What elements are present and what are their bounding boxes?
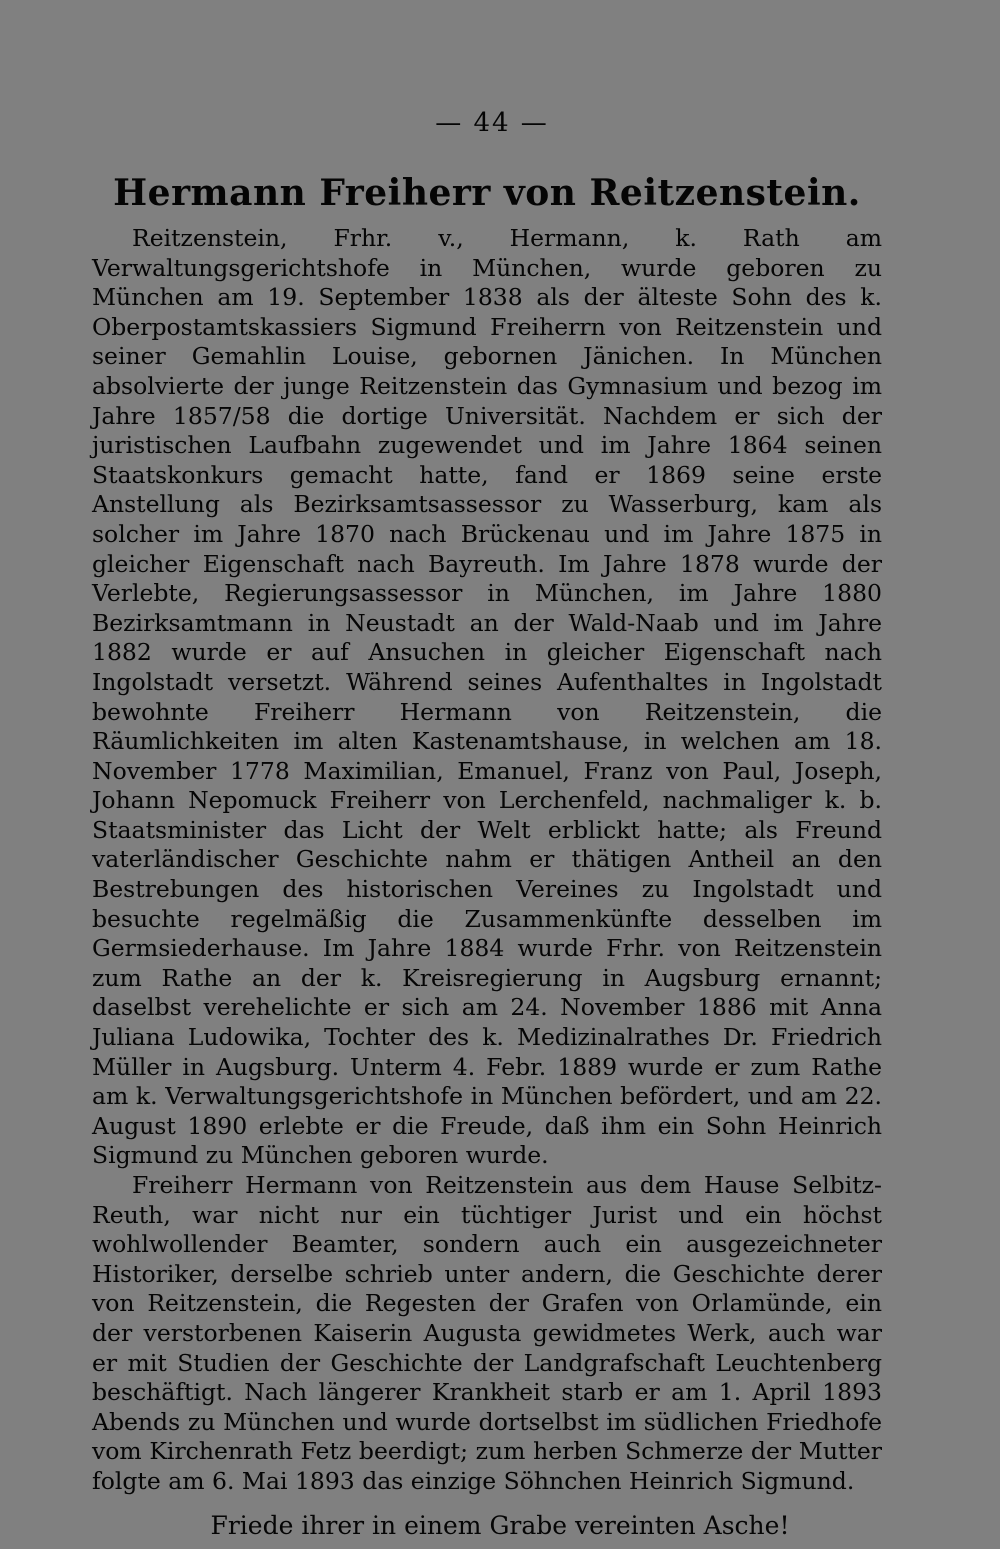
document-page <box>92 108 882 1540</box>
paragraph-legacy: Freiherr Hermann von Reitzenstein aus dem Hause Selbitz-Reuth, war nicht nur ein tüchtiger Jurist und ein höchst wohlwollender Beamter, sondern auch ein ausgezeichneter Historiker, derselbe schrieb unter andern, die Geschichte derer von Reitzenstein, die Regesten der Grafen von Orlamünde, ein der verstorbenen Kaiserin Augusta gewidmetes Werk, auch war er mit Studien der Geschichte der Landgrafschaft Leuchtenberg beschäftigt. Nach längerer Krankheit starb er am 1. April 1893 Abends zu München und wurde dortselbst im südlichen Friedhofe vom Kirchenrath Fetz beerdigt; zum herben Schmerze der Mutter folgte am 6. Mai 1893 das einzige Söhnchen Heinrich Sigmund. <box>92 1171 882 1495</box>
paragraph-biography: Reitzenstein, Frhr. v., Hermann, k. Rath am Verwaltungsgerichtshofe in München, wurde geboren zu München am 19. September 1838 als der älteste Sohn des k. Oberpostamtskassiers Sigmund Freiherrn von Reitzenstein und seiner Gemahlin Louise, gebornen Jänichen. In München absolvierte der junge Reitzenstein das Gymnasium und bezog im Jahre 1857/58 die dortige Universität. Nachdem er sich der juristischen Laufbahn zugewendet und im Jahre 1864 seinen Staatskonkurs gemacht hatte, fand er 1869 seine erste Anstellung als Bezirksamtsassessor zu Wasserburg, kam als solcher im Jahre 1870 nach Brückenau und im Jahre 1875 in gleicher Eigenschaft nach Bayreuth. Im Jahre 1878 wurde der Verlebte, Regierungsassessor in München, im Jahre 1880 Bezirksamtmann in Neustadt an der Wald-Naab und im Jahre 1882 wurde er auf Ansuchen in gleicher Eigenschaft nach Ingolstadt versetzt. Während seines Aufenthaltes in Ingolstadt bewohnte Freiherr Hermann von Reitzenstein, die Räumlichkeiten im alten Kastenamtshause, in welchen am 18. November 1778 Maximilian, Emanuel, Franz von Paul, Joseph, Johann Nepomuck Freiherr von Lerchenfeld, nachmaliger k. b. Staatsminister das Licht der Welt erblickt hatte; als Freund vaterländischer Geschichte nahm er thätigen Antheil an den Bestrebungen des historischen Vereines zu Ingolstadt und besuchte regelmäßig die Zusammenkünfte desselben im Germsiederhause. Im Jahre 1884 wurde Frhr. von Reitzenstein zum Rathe an der k. Kreisregierung in Augsburg ernannt; daselbst verehelichte er sich am 24. November 1886 mit Anna Juliana Ludowika, Tochter des k. Medizinalrathes Dr. Friedrich Müller in Augsburg. Unterm 4. Febr. 1889 wurde er zum Rathe am k. Verwaltungsgerichtshofe in München befördert, und am 22. August 1890 erlebte er die Freude, daß ihm ein Sohn Heinrich Sigmund zu München geboren wurde. <box>92 224 882 1170</box>
page-title: Hermann Freiherr von Reitzenstein. <box>113 172 861 214</box>
closing-line: Friede ihrer in einem Grabe vereinten Asche! <box>210 1510 790 1540</box>
page-number: — 44 — <box>435 108 549 138</box>
